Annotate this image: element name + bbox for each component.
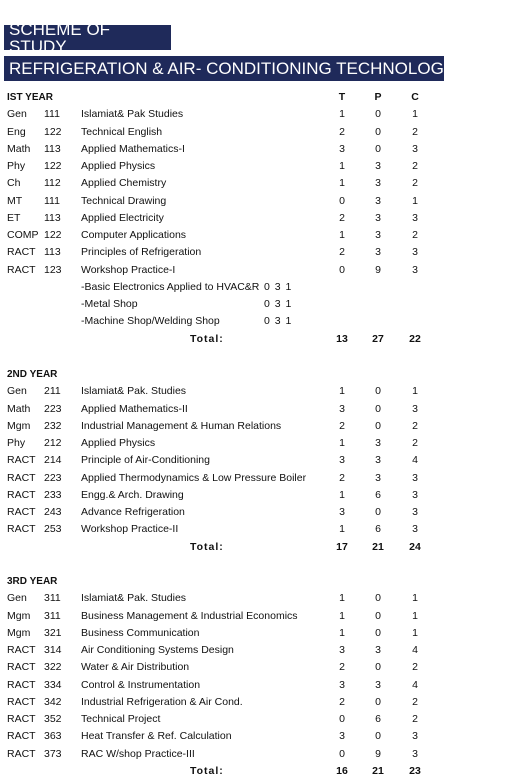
course-row <box>0 383 506 400</box>
practical-hours: 0 <box>375 661 381 674</box>
total-label: Total: <box>190 764 224 777</box>
credit-hours: 3 <box>412 471 418 484</box>
course-row <box>0 642 506 659</box>
course-title: Water & Air Distribution <box>81 661 190 674</box>
theory-hours: 3 <box>339 402 345 415</box>
theory-hours: 0 <box>339 194 345 207</box>
course-code: MT <box>7 194 23 207</box>
practical-hours: 6 <box>375 523 381 536</box>
sub-item-title: -Machine Shop/Welding Shop <box>81 315 220 328</box>
course-title: RAC W/shop Practice-III <box>81 747 195 760</box>
practical-hours: 0 <box>375 125 381 138</box>
year-heading: 3RD YEAR <box>7 576 58 587</box>
theory-hours: 3 <box>339 644 345 656</box>
practical-hours: 0 <box>375 419 381 432</box>
course-title: Technical Project <box>81 713 161 725</box>
course-title: Business Communication <box>81 626 200 639</box>
course-number: 113 <box>44 142 61 155</box>
course-title: Applied Chemistry <box>81 177 167 190</box>
course-code: Mgm <box>7 419 31 432</box>
course-code: RACT <box>7 747 36 760</box>
theory-hours: 1 <box>339 177 345 190</box>
course-code: Ch <box>7 177 21 190</box>
course-row <box>0 746 506 763</box>
course-title: Heat Transfer & Ref. Calculation <box>81 730 232 743</box>
course-code: Math <box>7 402 31 415</box>
course-code: Math <box>7 142 31 155</box>
course-title: Technical Drawing <box>81 194 167 207</box>
total-practical: 21 <box>372 540 384 553</box>
theory-hours: 1 <box>339 437 345 449</box>
course-number: 212 <box>44 437 62 449</box>
course-title: Control & Instrumentation <box>81 678 201 691</box>
program-title: REFRIGERATION & AIR- CONDITIONING TECHNOLOGY <box>4 56 444 81</box>
course-row <box>0 711 506 728</box>
course-code: RACT <box>7 644 36 656</box>
practical-hours: 0 <box>375 402 381 415</box>
course-title: Technical English <box>81 125 163 138</box>
theory-hours: 3 <box>339 142 345 155</box>
total-practical: 21 <box>372 764 384 777</box>
course-number: 373 <box>44 747 62 760</box>
column-header-t: T <box>338 91 346 103</box>
course-code: RACT <box>7 246 36 259</box>
theory-hours: 0 <box>339 747 345 760</box>
course-code: Phy <box>7 437 26 449</box>
course-row <box>0 694 506 711</box>
course-row <box>0 590 506 607</box>
course-title: Principle of Air-Conditioning <box>81 454 210 467</box>
theory-hours: 2 <box>339 471 345 484</box>
course-title: Applied Electricity <box>81 211 164 224</box>
course-title: Applied Mathematics-I <box>81 142 185 155</box>
total-label: Total: <box>190 332 224 345</box>
course-code: RACT <box>7 661 36 674</box>
course-code: RACT <box>7 678 36 691</box>
course-row <box>0 452 506 469</box>
credit-hours: 1 <box>412 194 418 207</box>
theory-hours: 1 <box>339 108 345 121</box>
practical-hours: 0 <box>375 108 381 121</box>
course-row <box>0 728 506 745</box>
course-number: 214 <box>44 454 62 467</box>
course-code: Eng <box>7 125 26 138</box>
course-number: 314 <box>44 644 62 656</box>
course-title: Engg.& Arch. Drawing <box>81 488 184 501</box>
credit-hours: 4 <box>412 678 418 691</box>
sub-item-tpc: 0 3 1 <box>264 298 293 310</box>
course-code: RACT <box>7 263 36 276</box>
course-row <box>0 504 506 521</box>
course-row <box>0 418 506 435</box>
year-heading: 2ND YEAR <box>7 369 58 380</box>
practical-hours: 0 <box>375 385 381 398</box>
practical-hours: 3 <box>375 229 381 241</box>
course-row <box>0 244 506 261</box>
credit-hours: 3 <box>412 142 418 155</box>
course-number: 243 <box>44 506 62 518</box>
practical-hours: 3 <box>375 644 381 656</box>
course-title: Islamiat& Pak. Studies <box>81 592 187 605</box>
practical-hours: 0 <box>375 730 381 743</box>
course-number: 322 <box>44 661 62 674</box>
course-row <box>0 158 506 175</box>
course-number: 113 <box>44 211 61 224</box>
course-row <box>0 521 506 538</box>
year-header-row <box>0 366 506 383</box>
credit-hours: 3 <box>412 506 418 518</box>
sub-item-row <box>0 313 506 330</box>
course-number: 122 <box>44 125 62 138</box>
theory-hours: 2 <box>339 211 345 224</box>
practical-hours: 3 <box>375 678 381 691</box>
course-row <box>0 470 506 487</box>
practical-hours: 6 <box>375 488 381 501</box>
course-number: 321 <box>44 626 62 639</box>
course-code: RACT <box>7 488 36 501</box>
theory-hours: 1 <box>339 160 345 172</box>
course-number: 342 <box>44 695 62 708</box>
course-row <box>0 106 506 123</box>
total-label: Total: <box>190 540 224 553</box>
course-title: Applied Mathematics-II <box>81 402 188 415</box>
practical-hours: 6 <box>375 713 381 725</box>
course-number: 253 <box>44 523 62 536</box>
theory-hours: 1 <box>339 229 345 241</box>
course-number: 232 <box>44 419 62 432</box>
column-header-p: P <box>374 91 382 103</box>
theory-hours: 1 <box>339 592 345 605</box>
credit-hours: 2 <box>412 437 418 449</box>
credit-hours: 2 <box>412 713 418 725</box>
sub-item-title: -Basic Electronics Applied to HVAC&R <box>81 280 260 293</box>
course-row <box>0 659 506 676</box>
credit-hours: 1 <box>412 385 418 398</box>
course-row <box>0 401 506 418</box>
total-credit: 23 <box>409 764 421 777</box>
course-row <box>0 677 506 694</box>
credit-hours: 2 <box>412 160 418 172</box>
course-row <box>0 210 506 227</box>
total-theory: 17 <box>336 540 348 553</box>
credit-hours: 3 <box>412 747 418 760</box>
practical-hours: 3 <box>375 471 381 484</box>
course-number: 112 <box>44 177 61 190</box>
course-code: Gen <box>7 385 27 398</box>
course-number: 211 <box>44 385 61 398</box>
course-number: 122 <box>44 229 62 241</box>
practical-hours: 0 <box>375 142 381 155</box>
credit-hours: 3 <box>412 402 418 415</box>
credit-hours: 1 <box>412 108 418 121</box>
course-code: RACT <box>7 506 36 518</box>
year-header-row <box>0 573 506 590</box>
total-credit: 22 <box>409 332 421 345</box>
credit-hours: 1 <box>412 592 418 605</box>
course-title: Islamiat& Pak Studies <box>81 108 184 121</box>
credit-hours: 3 <box>412 730 418 743</box>
course-code: RACT <box>7 713 36 725</box>
total-row <box>0 539 506 556</box>
sub-item-row <box>0 279 506 296</box>
theory-hours: 3 <box>339 730 345 743</box>
practical-hours: 9 <box>375 747 381 760</box>
sub-item-tpc: 0 3 1 <box>264 280 293 293</box>
course-code: Mgm <box>7 609 31 622</box>
theory-hours: 1 <box>339 609 345 622</box>
theory-hours: 2 <box>339 661 345 674</box>
credit-hours: 3 <box>412 488 418 501</box>
course-title: Workshop Practice-I <box>81 263 176 276</box>
course-number: 352 <box>44 713 62 725</box>
course-code: RACT <box>7 471 36 484</box>
course-title: Applied Physics <box>81 160 156 172</box>
course-row <box>0 124 506 141</box>
practical-hours: 9 <box>375 263 381 276</box>
theory-hours: 3 <box>339 506 345 518</box>
course-row <box>0 625 506 642</box>
credit-hours: 4 <box>412 644 418 656</box>
credit-hours: 3 <box>412 211 418 224</box>
course-number: 122 <box>44 160 62 172</box>
course-title: Industrial Management & Human Relations <box>81 419 282 432</box>
course-title: Air Conditioning Systems Design <box>81 644 234 656</box>
total-row <box>0 763 506 780</box>
course-row <box>0 141 506 158</box>
course-title: Workshop Practice-II <box>81 523 179 536</box>
course-number: 223 <box>44 471 62 484</box>
total-row <box>0 331 506 348</box>
course-row <box>0 608 506 625</box>
total-practical: 27 <box>372 332 384 345</box>
practical-hours: 3 <box>375 454 381 467</box>
credit-hours: 3 <box>412 246 418 259</box>
practical-hours: 3 <box>375 246 381 259</box>
practical-hours: 0 <box>375 506 381 518</box>
course-code: COMP <box>7 229 39 241</box>
course-title: Business Management & Industrial Economics <box>81 609 298 622</box>
practical-hours: 0 <box>375 626 381 639</box>
sub-item-row <box>0 296 506 313</box>
course-number: 223 <box>44 402 62 415</box>
course-row <box>0 487 506 504</box>
credit-hours: 1 <box>412 609 418 622</box>
course-number: 363 <box>44 730 62 743</box>
course-title: Advance Refrigeration <box>81 506 185 518</box>
practical-hours: 3 <box>375 177 381 190</box>
sub-item-tpc: 0 3 1 <box>264 315 293 328</box>
practical-hours: 0 <box>375 609 381 622</box>
practical-hours: 3 <box>375 160 381 172</box>
theory-hours: 1 <box>339 523 345 536</box>
course-title: Computer Applications <box>81 229 187 241</box>
credit-hours: 3 <box>412 263 418 276</box>
course-code: Gen <box>7 108 27 121</box>
course-code: Mgm <box>7 626 31 639</box>
theory-hours: 1 <box>339 488 345 501</box>
practical-hours: 3 <box>375 211 381 224</box>
practical-hours: 3 <box>375 437 381 449</box>
course-title: Applied Thermodynamics & Low Pressure Boiler <box>81 471 307 484</box>
course-title: Industrial Refrigeration & Air Cond. <box>81 695 243 708</box>
scheme-title: SCHEME OF STUDY <box>4 25 171 50</box>
practical-hours: 0 <box>375 592 381 605</box>
theory-hours: 3 <box>339 454 345 467</box>
credit-hours: 2 <box>412 695 418 708</box>
course-title: Principles of Refrigeration <box>81 246 202 259</box>
theory-hours: 2 <box>339 246 345 259</box>
course-code: RACT <box>7 730 36 743</box>
total-credit: 24 <box>409 540 421 553</box>
course-row <box>0 227 506 244</box>
course-number: 311 <box>44 592 61 605</box>
course-code: RACT <box>7 523 36 536</box>
course-row <box>0 175 506 192</box>
course-number: 334 <box>44 678 62 691</box>
theory-hours: 2 <box>339 419 345 432</box>
course-number: 111 <box>44 194 60 207</box>
credit-hours: 2 <box>412 177 418 190</box>
course-title: Islamiat& Pak. Studies <box>81 385 187 398</box>
credit-hours: 2 <box>412 125 418 138</box>
course-code: Gen <box>7 592 27 605</box>
theory-hours: 2 <box>339 695 345 708</box>
theory-hours: 0 <box>339 713 345 725</box>
credit-hours: 1 <box>412 626 418 639</box>
course-number: 311 <box>44 609 61 622</box>
total-theory: 16 <box>336 764 348 777</box>
course-row <box>0 193 506 210</box>
course-number: 123 <box>44 263 62 276</box>
credit-hours: 4 <box>412 454 418 467</box>
year-heading: IST YEAR <box>7 92 53 103</box>
credit-hours: 2 <box>412 661 418 674</box>
credit-hours: 2 <box>412 229 418 241</box>
theory-hours: 3 <box>339 678 345 691</box>
course-number: 111 <box>44 108 60 121</box>
sub-item-title: -Metal Shop <box>81 298 138 310</box>
theory-hours: 1 <box>339 626 345 639</box>
credit-hours: 3 <box>412 523 418 536</box>
course-title: Applied Physics <box>81 437 156 449</box>
total-theory: 13 <box>336 332 348 345</box>
practical-hours: 0 <box>375 695 381 708</box>
theory-hours: 1 <box>339 385 345 398</box>
course-code: Phy <box>7 160 26 172</box>
course-code: ET <box>7 211 21 224</box>
course-row <box>0 262 506 279</box>
course-code: RACT <box>7 695 36 708</box>
course-row <box>0 435 506 452</box>
course-number: 233 <box>44 488 62 501</box>
credit-hours: 2 <box>412 419 418 432</box>
column-header-c: C <box>411 91 419 103</box>
practical-hours: 3 <box>375 194 381 207</box>
course-number: 113 <box>44 246 61 259</box>
course-code: RACT <box>7 454 36 467</box>
theory-hours: 0 <box>339 263 345 276</box>
theory-hours: 2 <box>339 125 345 138</box>
year-header-row <box>0 89 506 106</box>
